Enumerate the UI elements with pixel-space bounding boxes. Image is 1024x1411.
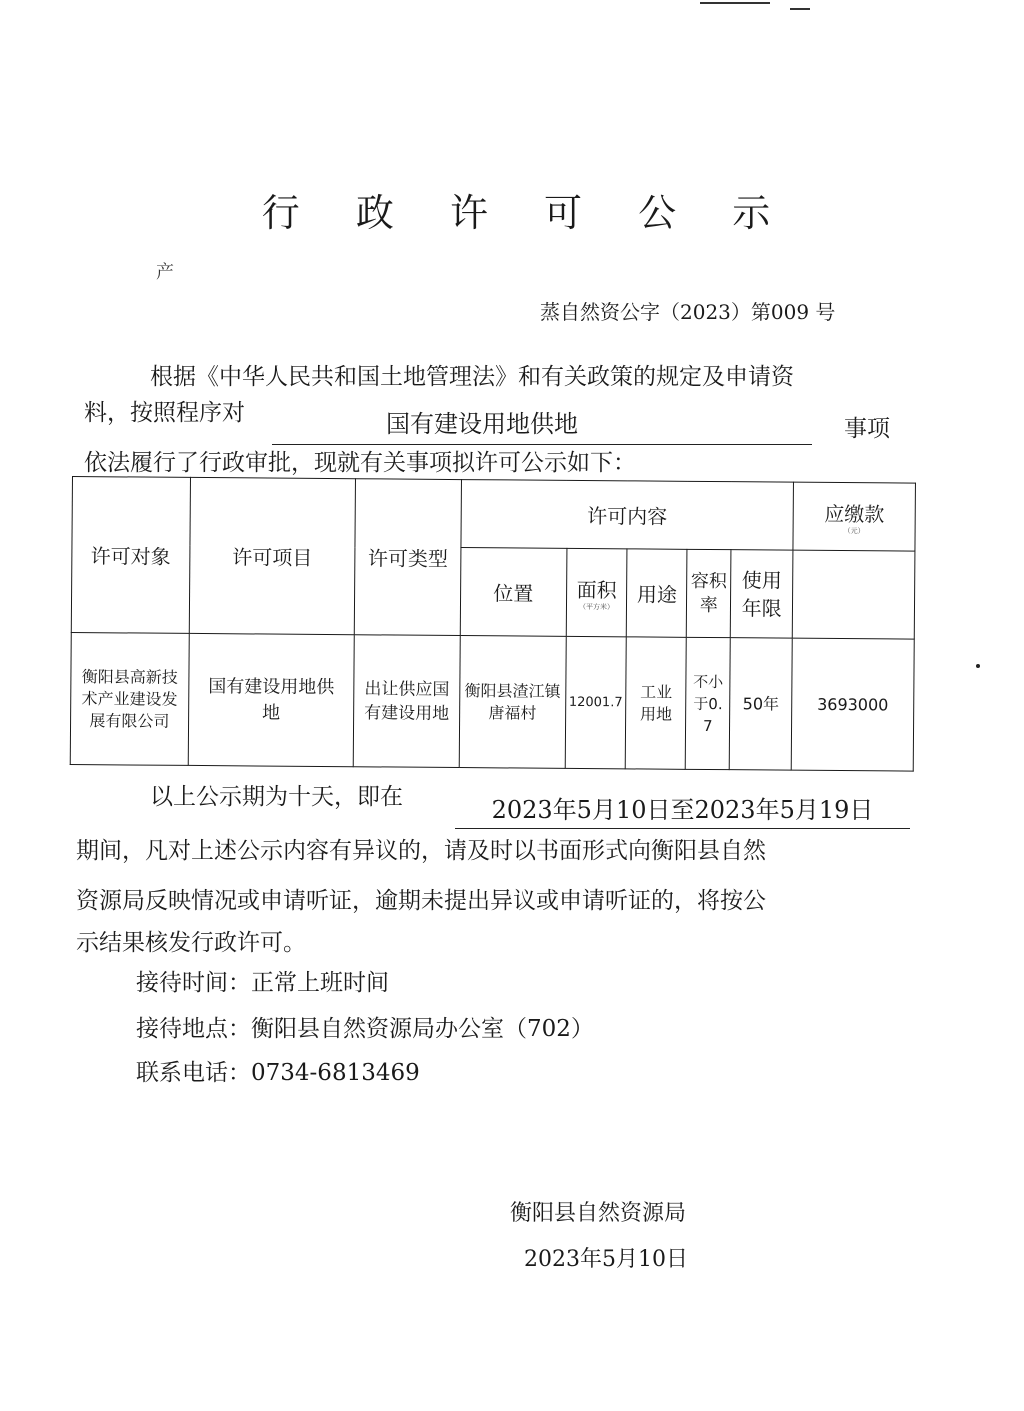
contact-place: 接待地点：衡阳县自然资源局办公室（702）: [136, 1016, 594, 1042]
header-area: [566, 548, 627, 636]
period-underline: [455, 786, 910, 829]
header-fee-label: 应缴款: [824, 501, 885, 527]
header-far: 容积率: [687, 549, 732, 637]
cell-far: 不小于0.7: [686, 637, 731, 769]
signature-date: 2023年5月10日: [524, 1247, 688, 1272]
matter-underline: [272, 402, 812, 445]
intro-line-2-prefix: 料，按照程序对: [84, 400, 245, 426]
header-term: 使用年限: [730, 550, 793, 638]
cell-term: 50年: [729, 638, 792, 770]
body-line-3: 示结果核发行政许可。: [76, 930, 306, 956]
scan-mark-top-2: [790, 8, 810, 10]
body-line-1: 期间，凡对上述公示内容有异议的，请及时以书面形式向衡阳县自然: [76, 838, 766, 864]
cell-usage: 工业用地: [626, 637, 687, 769]
period-dates: 2023年5月10日至2023年5月19日: [491, 796, 874, 824]
header-fee-unit: （元）: [843, 527, 865, 536]
period-prefix: 以上公示期为十天，即在: [150, 784, 403, 810]
header-object: 许可对象: [71, 477, 190, 634]
cell-location: 衡阳县渣江镇唐福村: [459, 636, 566, 769]
permit-table: [70, 476, 916, 772]
scan-speck: [976, 664, 980, 668]
cell-area: 12001.7: [565, 636, 627, 768]
cell-fee: 3693000: [791, 638, 914, 771]
intro-line-1: 根据《中华人民共和国土地管理法》和有关政策的规定及申请资: [150, 364, 794, 390]
cell-item: 国有建设用地供地: [188, 633, 355, 766]
cell-object: 衡阳县高新技术产业建设发展有限公司: [70, 632, 189, 765]
intro-line-2-suffix: 事项: [844, 416, 890, 442]
header-item: 许可项目: [189, 477, 356, 634]
body-line-2: 资源局反映情况或申请听证，逾期未提出异议或申请听证的，将按公: [76, 888, 766, 914]
header-type: 许可类型: [354, 479, 461, 636]
header-fee-blank: [792, 550, 915, 639]
intro-line-3: 依法履行了行政审批，现就有关事项拟许可公示如下：: [84, 450, 636, 476]
contact-time: 接待时间：正常上班时间: [136, 970, 389, 996]
scan-mark-top: [700, 2, 770, 4]
header-usage: 用途: [627, 549, 688, 637]
header-fee: [793, 482, 915, 551]
page-title: 行 政 许 可 公 示: [261, 191, 793, 235]
header-area-label: 面积: [576, 577, 617, 603]
table-row: [70, 632, 914, 771]
contact-phone: 联系电话：0734-6813469: [136, 1060, 420, 1086]
cell-type: 出让供应国有建设用地: [353, 635, 460, 768]
header-content: 许可内容: [461, 480, 794, 551]
header-location: 位置: [460, 548, 566, 637]
signature-org: 衡阳县自然资源局: [510, 1201, 687, 1226]
stray-mark: 产: [156, 262, 174, 283]
matter-value: 国有建设用地供地: [386, 410, 578, 438]
document-number: 蒸自然资公字（2023）第009 号: [540, 300, 836, 324]
header-area-unit: （平方米）: [578, 602, 615, 612]
